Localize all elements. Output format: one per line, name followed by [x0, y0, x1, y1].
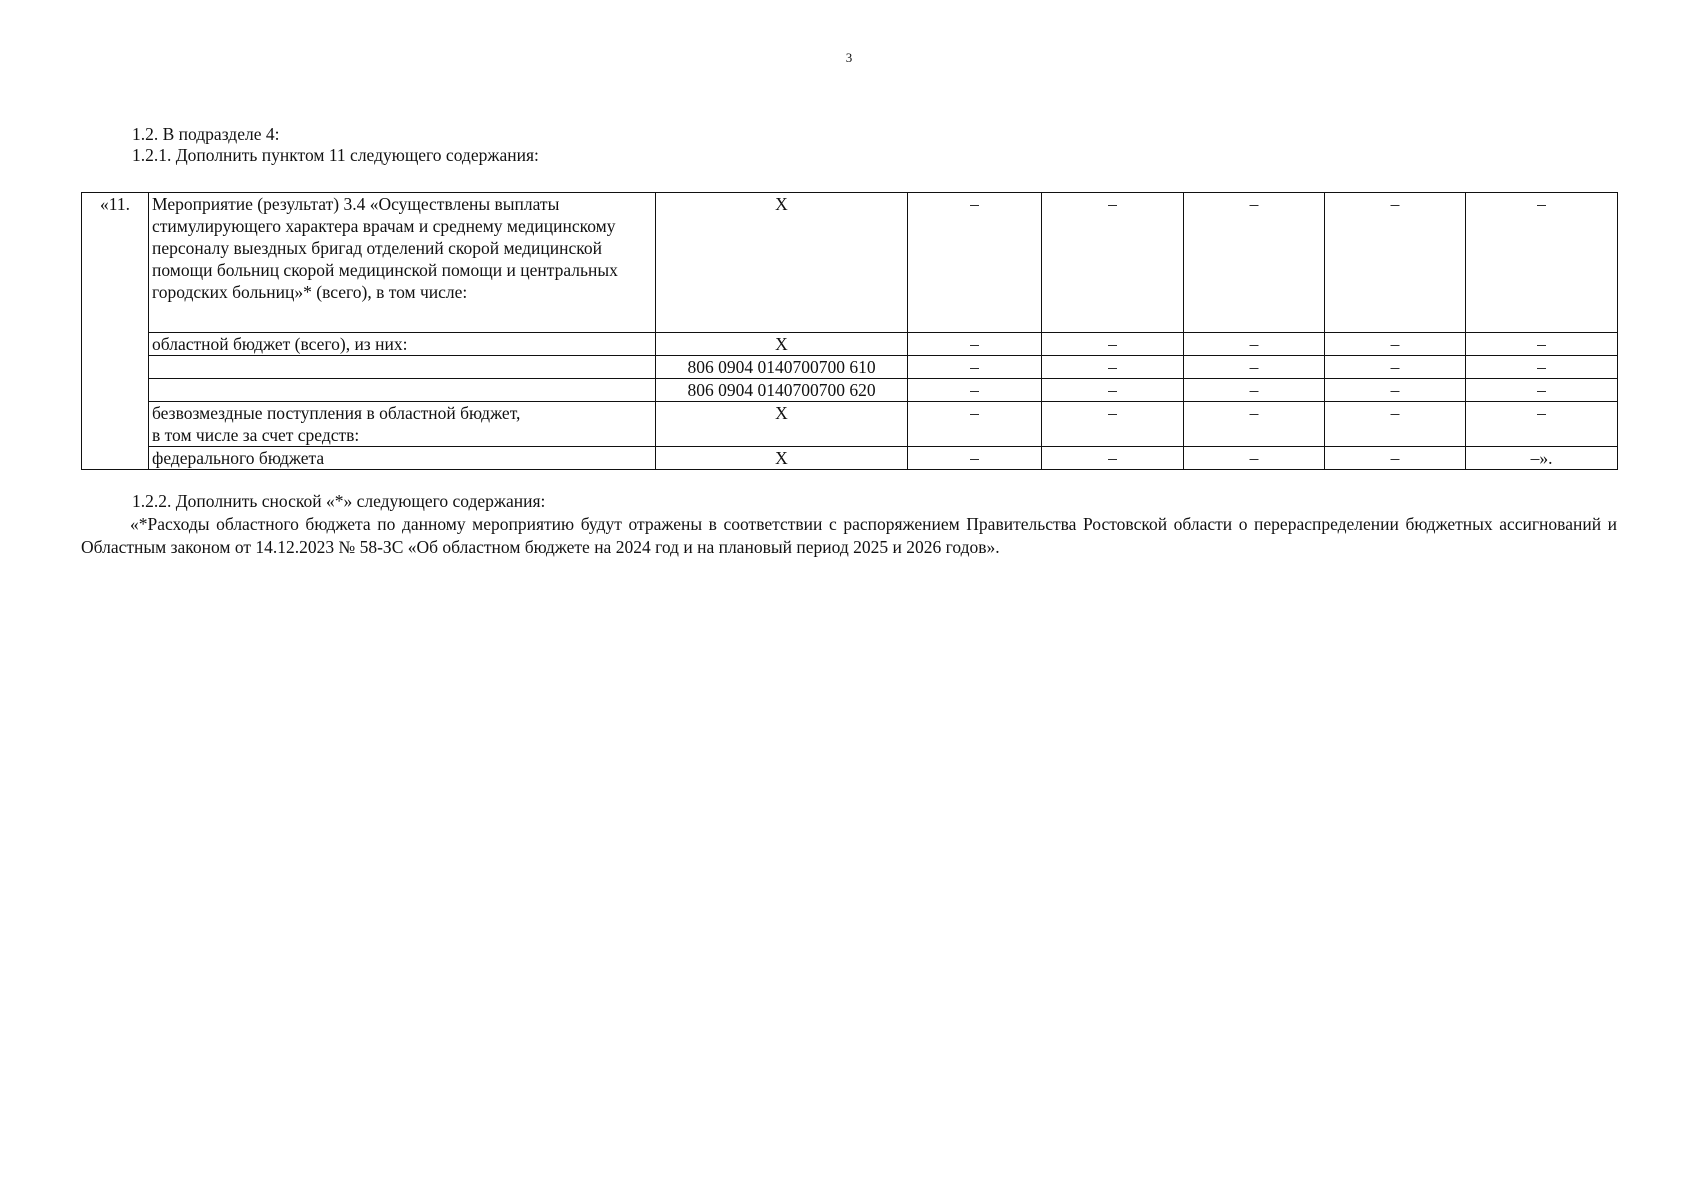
value-cell: –	[1042, 447, 1184, 470]
row-number-cell: «11.	[82, 193, 149, 470]
code-cell: X	[656, 447, 908, 470]
value-cell: –	[1466, 402, 1618, 447]
value-cell: –	[1466, 379, 1618, 402]
value-cell: –	[908, 402, 1042, 447]
table-row	[82, 333, 1618, 356]
code-cell: X	[656, 193, 908, 333]
intro-subsection-line: 1.2. В подразделе 4:	[132, 124, 280, 144]
gratuitous-receipts-line: в том числе за счет средств:	[152, 425, 360, 445]
value-cell: –	[908, 356, 1042, 379]
value-cell: –	[1042, 193, 1184, 333]
empty-label-cell	[149, 379, 656, 402]
table-row	[82, 379, 1618, 402]
measure-description-cell: Мероприятие (результат) 3.4 «Осуществлены выплаты стимулирующего характера врачам и среднему медицинскому персоналу выездных бригад отделений скорой медицинской помощи больниц скорой медицинской помощи и центральных городских больниц»* (всего), в том числе:	[149, 193, 656, 333]
footnote-heading: 1.2.2. Дополнить сноской «*» следующего содержания:	[132, 491, 546, 511]
value-cell: –	[1325, 447, 1466, 470]
value-cell: –	[1184, 447, 1325, 470]
value-cell: –	[1325, 356, 1466, 379]
code-cell: X	[656, 333, 908, 356]
value-cell: –	[1184, 193, 1325, 333]
value-cell: –	[908, 447, 1042, 470]
value-cell: –	[1466, 356, 1618, 379]
budget-code-cell: 806 0904 0140700700 610	[656, 356, 908, 379]
value-cell: –	[1325, 333, 1466, 356]
value-cell: –	[908, 333, 1042, 356]
intro-item-line: 1.2.1. Дополнить пунктом 11 следующего содержания:	[132, 145, 539, 165]
regional-budget-label-cell: областной бюджет (всего), из них:	[149, 333, 656, 356]
value-cell: –	[1184, 333, 1325, 356]
table-row	[82, 193, 1618, 333]
gratuitous-receipts-label-cell	[149, 402, 656, 447]
value-cell: –	[1184, 356, 1325, 379]
budget-code-cell: 806 0904 0140700700 620	[656, 379, 908, 402]
table-row	[82, 356, 1618, 379]
value-cell: –».	[1466, 447, 1618, 470]
table-row	[82, 447, 1618, 470]
footnote-text: «*Расходы областного бюджета по данному мероприятию будут отражены в соответствии с распоряжением Правительства Ростовской области о перераспределении бюджетных ассигнований и Областным законом от 14.12.2023 № 58-ЗС «Об областном бюджете на 2024 год и на плановый период 2025 и 2026 годов».	[81, 514, 1617, 557]
intro-block	[132, 124, 539, 166]
empty-label-cell	[149, 356, 656, 379]
table-row	[82, 402, 1618, 447]
federal-budget-label-cell: федерального бюджета	[149, 447, 656, 470]
gratuitous-receipts-line: безвозмездные поступления в областной бюджет,	[152, 403, 521, 423]
code-cell: X	[656, 402, 908, 447]
value-cell: –	[1042, 379, 1184, 402]
value-cell: –	[1042, 402, 1184, 447]
value-cell: –	[1466, 333, 1618, 356]
value-cell: –	[1184, 402, 1325, 447]
value-cell: –	[1325, 193, 1466, 333]
budget-table	[81, 192, 1618, 470]
value-cell: –	[1184, 379, 1325, 402]
value-cell: –	[1466, 193, 1618, 333]
value-cell: –	[1325, 402, 1466, 447]
value-cell: –	[908, 193, 1042, 333]
page-number: 3	[845, 50, 853, 65]
value-cell: –	[1042, 333, 1184, 356]
value-cell: –	[908, 379, 1042, 402]
value-cell: –	[1042, 356, 1184, 379]
value-cell: –	[1325, 379, 1466, 402]
